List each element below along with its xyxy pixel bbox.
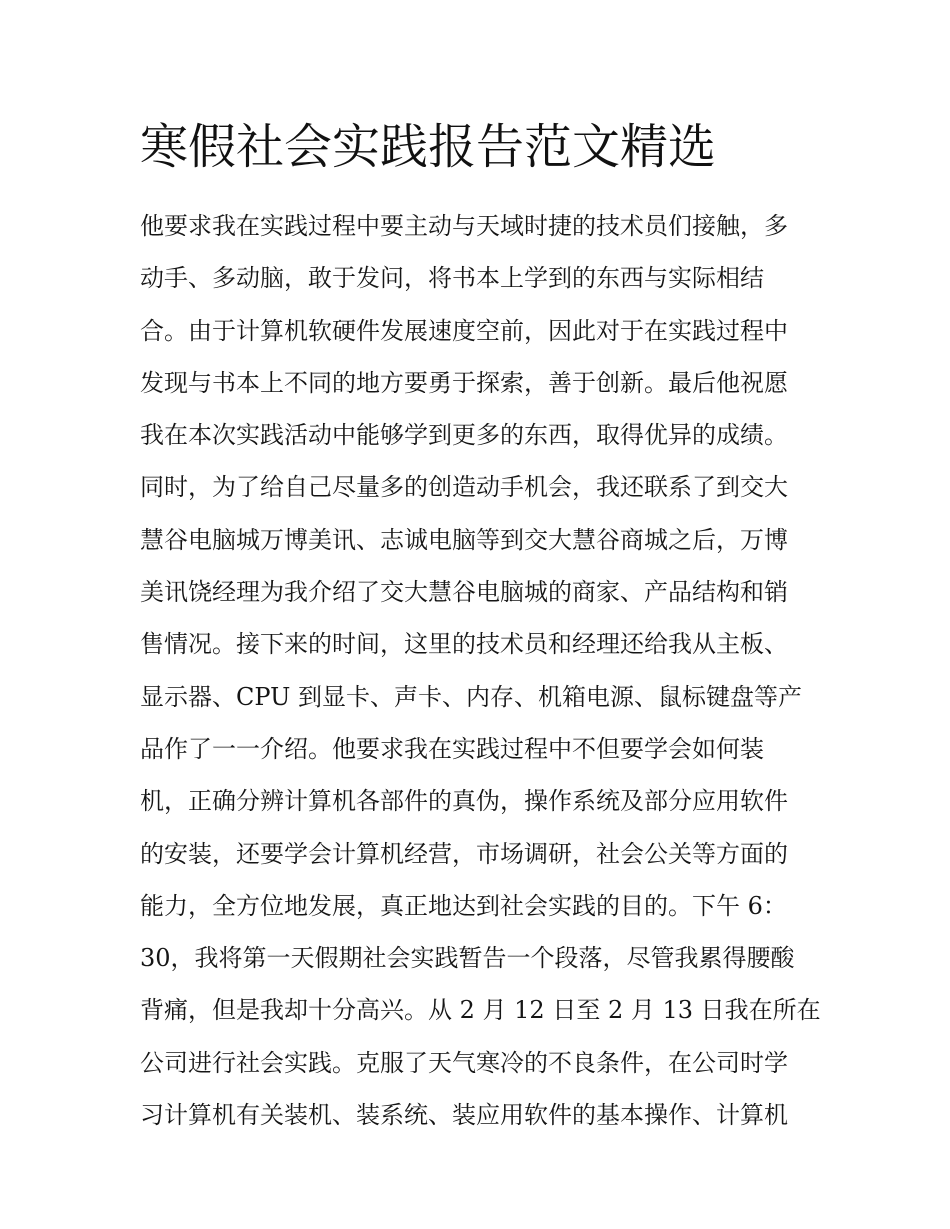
body-line: 显示器、CPU 到显卡、声卡、内存、机箱电源、鼠标键盘等产 [140, 682, 802, 711]
body-line: 合。由于计算机软硬件发展速度空前，因此对于在实践过程中 [140, 316, 788, 345]
body-line: 同时，为了给自己尽量多的创造动手机会，我还联系了到交大 [140, 473, 788, 502]
body-line: 公司进行社会实践。克服了天气寒冷的不良条件，在公司时学 [140, 1048, 788, 1077]
body-line: 售情况。接下来的时间，这里的技术员和经理还给我从主板、 [140, 630, 788, 659]
body-line: 我在本次实践活动中能够学到更多的东西，取得优异的成绩。 [140, 421, 788, 450]
body-line: 慧谷电脑城万博美讯、志诚电脑等到交大慧谷商城之后，万博 [140, 525, 788, 554]
body-line: 习计算机有关装机、装系统、装应用软件的基本操作、计算机 [140, 1101, 788, 1130]
body-line: 美讯饶经理为我介绍了交大慧谷电脑城的商家、产品结构和销 [140, 578, 788, 607]
body-line: 30，我将第一天假期社会实践暂告一个段落，尽管我累得腰酸 [140, 944, 795, 973]
body-line: 机，正确分辨计算机各部件的真伪，操作系统及部分应用软件 [140, 787, 788, 816]
body-line: 能力，全方位地发展，真正地达到社会实践的目的。下午 6： [140, 891, 787, 920]
body-line: 动手、多动脑，敢于发问，将书本上学到的东西与实际相结 [140, 264, 764, 293]
body-line: 品作了一一介绍。他要求我在实践过程中不但要学会如何装 [140, 734, 764, 763]
body-line: 背痛，但是我却十分高兴。从 2 月 12 日至 2 月 13 日我在所在 [140, 996, 821, 1025]
document-title: 寒假社会实践报告范文精选 [140, 119, 717, 175]
body-line: 的安装，还要学会计算机经营，市场调研，社会公关等方面的 [140, 839, 788, 868]
body-line: 发现与书本上不同的地方要勇于探索，善于创新。最后他祝愿 [140, 368, 788, 397]
document-body [140, 200, 830, 1141]
body-line: 他要求我在实践过程中要主动与天域时捷的技术员们接触，多 [140, 212, 788, 240]
